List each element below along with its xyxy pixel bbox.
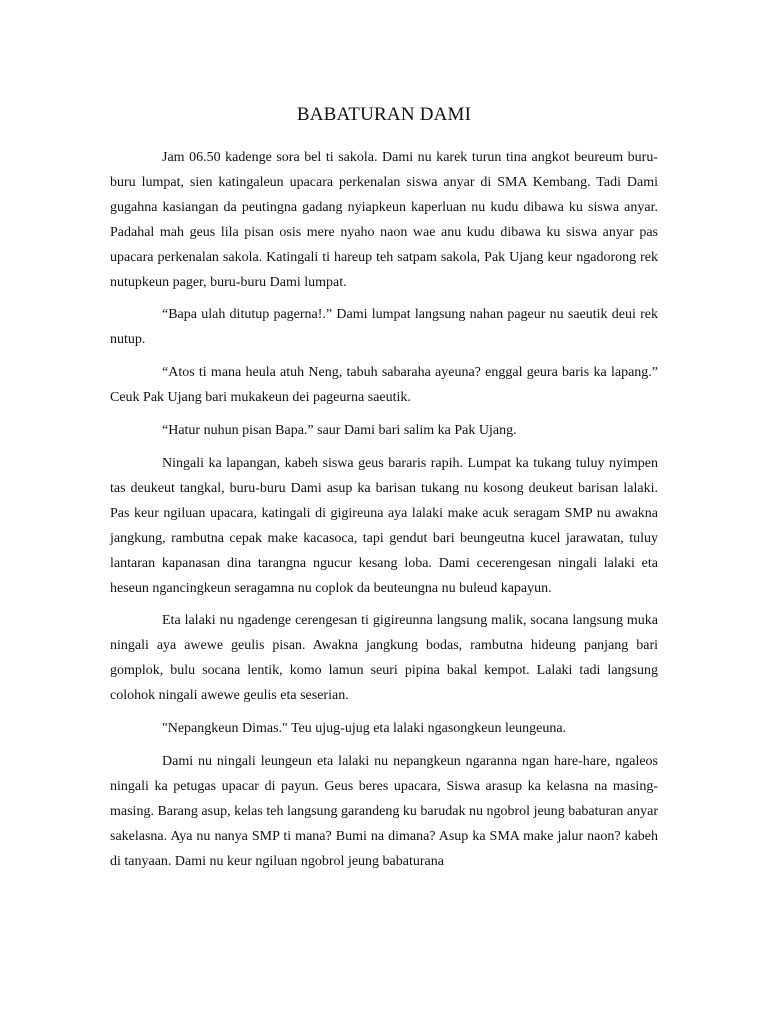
paragraph-2: “Bapa ulah ditutup pagerna!.” Dami lumpat langsung nahan pageur nu saeutik deui rek nutup.	[110, 307, 658, 348]
paragraph-3: “Atos ti mana heula atuh Neng, tabuh sabaraha ayeuna? enggal geura baris ka lapang.” Ceuk Pak Ujang bari mukakeun dei pageurna saeutik.	[110, 365, 658, 406]
paragraph-6: Eta lalaki nu ngadenge cerengesan ti gigireunna langsung malik, socana langsung muka ningali aya awewe geulis pisan. Awakna jangkung bodas, rambutna hideung panjang bari gomplok, bulu socana lentik, komo lamun seuri pipina bakal kempot. Lalaki tadi langsung colohok ningali awewe geulis eta seserian.	[110, 613, 658, 704]
paragraph-4: “Hatur nuhun pisan Bapa.” saur Dami bari salim ka Pak Ujang.	[162, 423, 517, 439]
paragraph-8: Dami nu ningali leungeun eta lalaki nu nepangkeun ngaranna ngan hare-hare, ngaleos ningali ka petugas upacar di payun. Geus beres upacara, Siswa arasup ka kelasna na masing-masing. Barang asup, kelas teh langsung garandeng ku barudak nu ngobrol jeung babaturan anyar sakelasna. Aya nu nanya SMP ti mana? Bumi na dimana? Asup ka SMA make jalur naon? kabeh di tanyaan. Dami nu keur ngiluan ngobrol jeung babaturana	[110, 753, 658, 869]
paragraph-1: Jam 06.50 kadenge sora bel ti sakola. Dami nu karek turun tina angkot beureum buru-buru lumpat, sien katingaleun upacara perkenalan siswa anyar di SMA Kembang. Tadi Dami gugahna kasiangan da peutingna gadang nyiapkeun kaperluan nu kudu dibawa ku siswa anyar. Padahal mah geus lila pisan osis mere nyaho naon wae anu kudu dibawa ku siswa anyar pas upacara perkenalan sakola. Katingali ti hareup teh satpam sakola, Pak Ujang keur ngadorong rek nutupkeun pager, buru-buru Dami lumpat.	[110, 150, 658, 290]
paragraph-7: "Nepangkeun Dimas." Teu ujug-ujug eta lalaki ngasongkeun leungeuna.	[162, 721, 567, 737]
paragraph-5: Ningali ka lapangan, kabeh siswa geus bararis rapih. Lumpat ka tukang tuluy nyimpen tas deukeut tangkal, buru-buru Dami asup ka barisan tukang nu kosong deukeut barisan lalaki. Pas keur ngiluan upacara, katingali di gigireuna aya lalaki make acuk seragam SMP nu awakna jangkung, rambutna cepak make kacasoca, tapi gendut bari beungeutna kucel jarawatan, tuluy lantaran kapanasan dina tarangna ngucur kesang loba. Dami cecerengesan ningali lalaki eta heseun ngancingkeun seragamna nu coplok da beuteungna nu buleud kapayun.	[110, 455, 658, 596]
document-body	[110, 146, 658, 880]
document-title: BABATURAN DAMI	[296, 104, 472, 125]
